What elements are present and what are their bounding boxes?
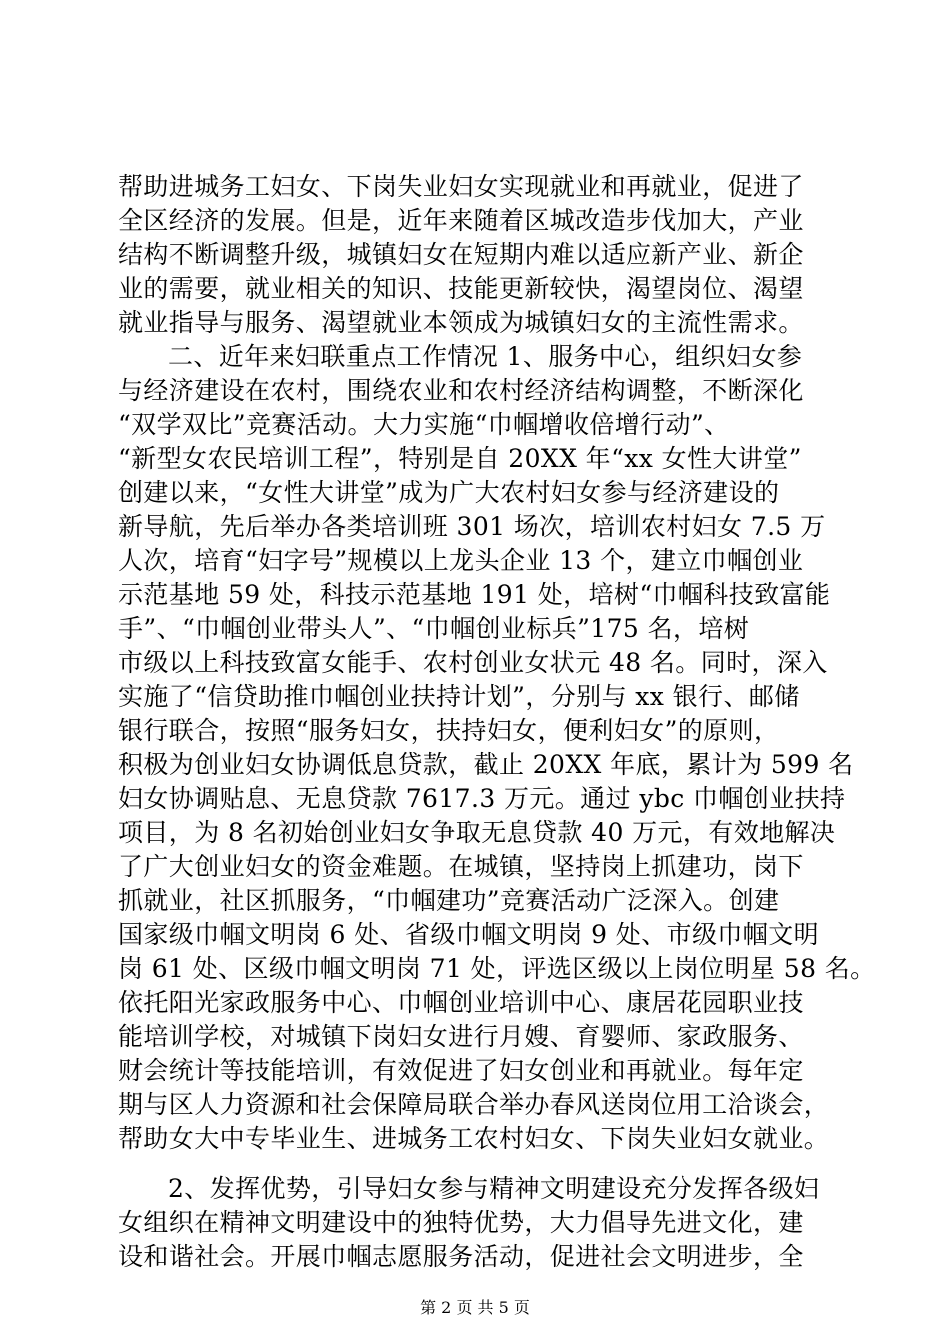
text-line: 结构不断调整升级，城镇妇女在短期内难以适应新产业、新企 (118, 240, 804, 269)
text-line: 国家级巾帼文明岗 6 处、省级巾帼文明岗 9 处、市级巾帼文明 (118, 920, 820, 949)
page-number-footer: 第 2 页 共 5 页 (420, 1298, 530, 1317)
text-line: 项目，为 8 名初始创业妇女争取无息贷款 40 万元，有效地解决 (118, 818, 836, 847)
text-line: 市级以上科技致富女能手、农村创业女状元 48 名。同时，深入 (118, 648, 828, 677)
text-line: 创建以来，“女性大讲堂”成为广大农村妇女参与经济建设的 (118, 478, 780, 507)
text-line: 全区经济的发展。但是，近年来随着区城改造步伐加大，产业 (118, 206, 804, 235)
text-line: 妇女协调贴息、无息贷款 7617.3 万元。通过 ybc 巾帼创业扶持 (118, 784, 846, 813)
text-line: 人次，培育“妇字号”规模以上龙头企业 13 个，建立巾帼创业 (118, 546, 804, 575)
text-line: 二、近年来妇联重点工作情况 1、服务中心，组织妇女参 (168, 342, 803, 371)
text-line: “双学双比”竞赛活动。大力实施“巾帼增收倍增行动”、 (118, 410, 730, 439)
text-line: 实施了“信贷助推巾帼创业扶持计划”，分别与 xx 银行、邮储 (118, 682, 800, 711)
text-line: 设和谐社会。开展巾帼志愿服务活动，促进社会文明进步，全 (118, 1242, 804, 1271)
text-line: 抓就业，社区抓服务，“巾帼建功”竞赛活动广泛深入。创建 (118, 886, 780, 915)
text-line: 能培训学校，对城镇下岗妇女进行月嫂、育婴师、家政服务、 (118, 1022, 804, 1051)
text-line: 依托阳光家政服务中心、巾帼创业培训中心、康居花园职业技 (118, 988, 804, 1017)
text-line: 积极为创业妇女协调低息贷款，截止 20XX 年底，累计为 599 名 (118, 750, 854, 779)
text-line: 帮助女大中专毕业生、进城务工农村妇女、下岗失业妇女就业。 (118, 1124, 830, 1153)
text-line: 了广大创业妇女的资金难题。在城镇，坚持岗上抓建功，岗下 (118, 852, 804, 881)
text-line: 岗 61 处、区级巾帼文明岗 71 处，评选区级以上岗位明星 58 名。 (118, 954, 876, 983)
text-line: 新导航，先后举办各类培训班 301 场次，培训农村妇女 7.5 万 (118, 512, 826, 541)
text-line: 银行联合，按照“服务妇女，扶持妇女，便利妇女”的原则， (118, 716, 780, 745)
text-line: 帮助进城务工妇女、下岗失业妇女实现就业和再就业，促进了 (118, 172, 804, 201)
text-line: “新型女农民培训工程”，特别是自 20XX 年“xx 女性大讲堂” (118, 444, 802, 473)
text-line: 示范基地 59 处，科技示范基地 191 处，培树“巾帼科技致富能 (118, 580, 831, 609)
text-line: 业的需要，就业相关的知识、技能更新较快，渴望岗位、渴望 (118, 274, 804, 303)
text-line: 女组织在精神文明建设中的独特优势，大力倡导先进文化，建 (118, 1208, 804, 1237)
text-line: 手”、“巾帼创业带头人”、“巾帼创业标兵”175 名，培树 (118, 614, 750, 643)
text-line: 期与区人力资源和社会保障局联合举办春风送岗位用工洽谈会， (118, 1090, 830, 1119)
text-line: 2、发挥优势，引导妇女参与精神文明建设充分发挥各级妇 (168, 1174, 820, 1203)
text-line: 财会统计等技能培训，有效促进了妇女创业和再就业。每年定 (118, 1056, 804, 1085)
text-line: 就业指导与服务、渴望就业本领成为城镇妇女的主流性需求。 (118, 308, 804, 337)
text-line: 与经济建设在农村，围绕农业和农村经济结构调整，不断深化 (118, 376, 804, 405)
